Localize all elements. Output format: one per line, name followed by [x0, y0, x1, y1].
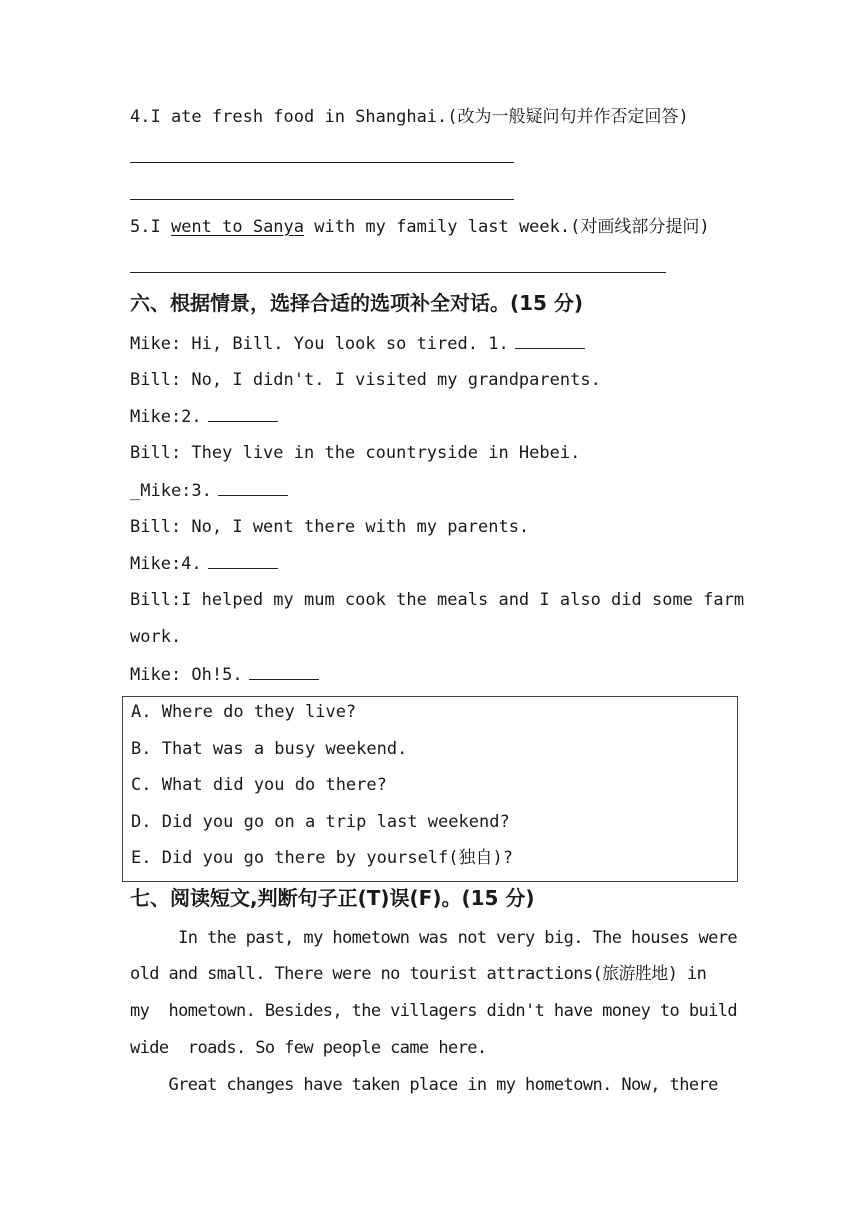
- answer-blank-5[interactable]: [249, 663, 319, 680]
- dialogue-line: Mike:4.: [130, 552, 278, 575]
- question-5-rest: with my family last week.(对画线部分提问): [304, 217, 710, 237]
- paragraph-line: Great changes have taken place in my hometown. Now, there: [130, 1075, 718, 1095]
- answer-blank-1[interactable]: [515, 332, 585, 349]
- option-b: B. That was a busy weekend.: [131, 739, 408, 759]
- dialogue-line: Mike:2.: [130, 405, 278, 428]
- dialogue-line: _Mike:3.: [130, 479, 288, 502]
- question-4-text: 4.I ate fresh food in Shanghai.(改为一般疑问句并作否定回答): [130, 107, 689, 127]
- options-box: [122, 696, 738, 882]
- dialogue-line: Mike: Hi, Bill. You look so tired. 1.: [130, 332, 585, 355]
- paragraph-line: wide roads. So few people came here.: [130, 1038, 487, 1058]
- dialogue-line: Bill:I helped my mum cook the meals and I also did some farm: [130, 590, 745, 610]
- option-a: A. Where do they live?: [131, 702, 357, 722]
- option-d: D. Did you go on a trip last weekend?: [131, 812, 510, 832]
- dialogue-line: Bill: They live in the countryside in Hebei.: [130, 443, 581, 463]
- section-6-title: 六、根据情景，选择合适的选项补全对话。(15 分): [130, 291, 584, 315]
- paragraph-line: In the past, my hometown was not very big. The houses were: [130, 928, 737, 948]
- answer-line-q4-1: [130, 162, 514, 163]
- question-5-number: 5.I: [130, 217, 171, 237]
- question-5-underlined: went to Sanya: [170, 217, 305, 237]
- dialogue-line: Bill: No, I didn't. I visited my grandparents.: [130, 370, 601, 390]
- answer-blank-3[interactable]: [218, 479, 288, 496]
- dialogue-line: Mike: Oh!5.: [130, 663, 319, 686]
- paragraph-line: old and small. There were no tourist attractions(旅游胜地) in: [130, 964, 707, 984]
- paragraph-line: my hometown. Besides, the villagers didn't have money to build: [130, 1001, 737, 1021]
- question-5-text: [130, 216, 710, 238]
- option-e: E. Did you go there by yourself(独自)?: [131, 848, 513, 868]
- dialogue-line: Bill: No, I went there with my parents.: [130, 517, 530, 537]
- answer-line-q4-2: [130, 199, 514, 200]
- answer-line-q5: [130, 272, 666, 273]
- answer-blank-4[interactable]: [208, 552, 278, 569]
- answer-blank-2[interactable]: [208, 405, 278, 422]
- section-7-title: 七、阅读短文,判断句子正(T)误(F)。(15 分): [130, 886, 535, 910]
- option-c: C. What did you do there?: [131, 775, 387, 795]
- dialogue-line: work.: [130, 627, 182, 647]
